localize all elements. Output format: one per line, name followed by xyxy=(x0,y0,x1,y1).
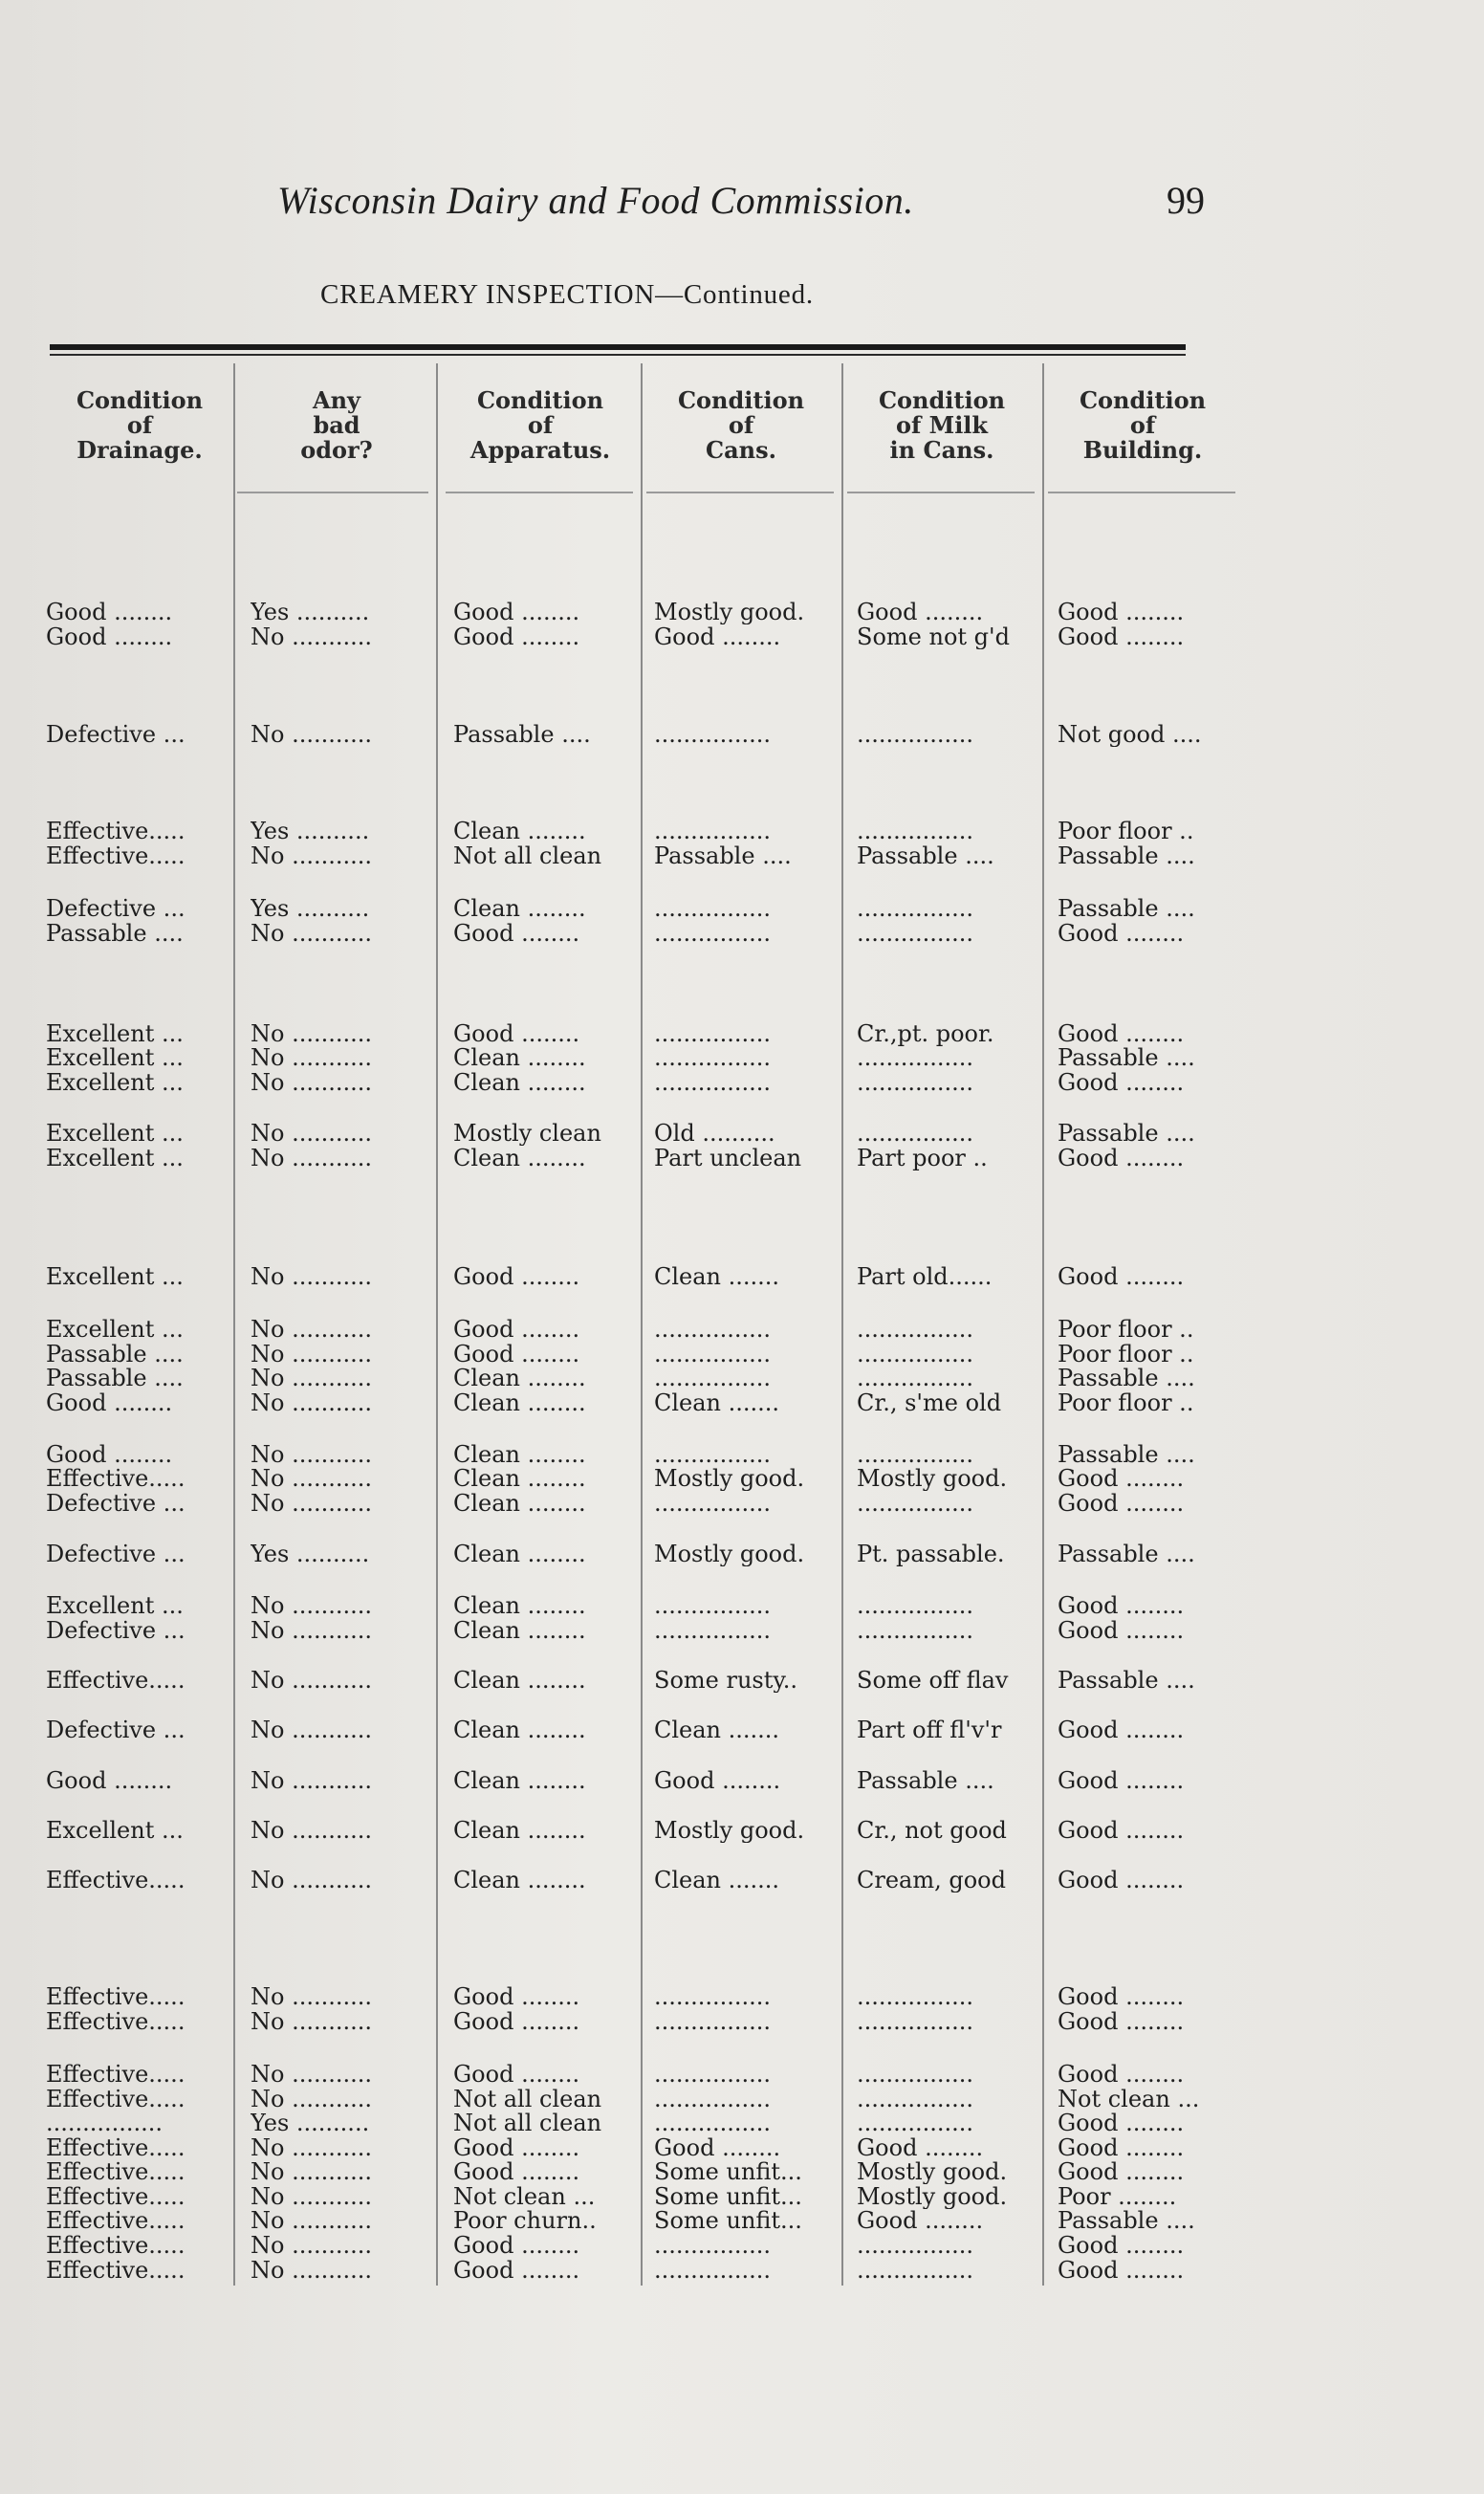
cell-building: Good ........ xyxy=(1058,1491,1185,1516)
cell-drainage: Effective..... xyxy=(46,2159,186,2184)
table-row xyxy=(0,921,1484,946)
cell-odor: No ........... xyxy=(251,1717,372,1742)
cell-drainage: Effective..... xyxy=(46,2062,186,2087)
table-row xyxy=(0,1070,1484,1095)
cell-apparatus: Good ........ xyxy=(453,2233,580,2258)
column-header-milk-in-cans: Condition of Milk in Cans. xyxy=(878,386,1006,464)
cell-drainage: Excellent ... xyxy=(46,1121,184,1146)
cell-building: Not clean ... xyxy=(1058,2087,1200,2111)
cell-drainage: Good ........ xyxy=(46,624,173,649)
table-row xyxy=(0,1317,1484,1342)
cell-milk: Pt. passable. xyxy=(857,1542,1005,1566)
table-row xyxy=(0,2009,1484,2034)
cell-apparatus: Clean ........ xyxy=(453,1542,586,1566)
table-row xyxy=(0,1717,1484,1742)
cell-apparatus: Clean ........ xyxy=(453,1717,586,1742)
cell-apparatus: Clean ........ xyxy=(453,1618,586,1643)
cell-apparatus: Good ........ xyxy=(453,600,580,624)
cell-apparatus: Clean ........ xyxy=(453,896,586,921)
cell-milk: Cream, good xyxy=(857,1868,1006,1892)
cell-building: Poor ........ xyxy=(1058,2184,1177,2209)
cell-milk: Good ........ xyxy=(857,2208,984,2233)
cell-drainage: Effective..... xyxy=(46,2233,186,2258)
header-underline xyxy=(646,492,834,493)
cell-apparatus: Clean ........ xyxy=(453,1390,586,1415)
cell-cans: ................ xyxy=(654,1366,772,1390)
header-underline xyxy=(1048,492,1235,493)
cell-cans: ................ xyxy=(654,1317,772,1342)
cell-milk: ................ xyxy=(857,921,974,946)
cell-apparatus: Clean ........ xyxy=(453,1768,586,1793)
cell-building: Good ........ xyxy=(1058,2135,1185,2160)
table-row xyxy=(0,1021,1484,1046)
cell-building: Passable .... xyxy=(1058,1121,1195,1146)
cell-odor: No ........... xyxy=(251,2159,372,2184)
cell-drainage: Effective..... xyxy=(46,2009,186,2034)
cell-milk: ................ xyxy=(857,722,974,747)
cell-milk: Part old...... xyxy=(857,1264,993,1289)
cell-milk: ................ xyxy=(857,1045,974,1070)
cell-building: Good ........ xyxy=(1058,2009,1185,2034)
cell-drainage: Excellent ... xyxy=(46,1264,184,1289)
cell-apparatus: Passable .... xyxy=(453,722,591,747)
cell-cans: Clean ....... xyxy=(654,1868,780,1892)
cell-milk: ................ xyxy=(857,1618,974,1643)
cell-building: Good ........ xyxy=(1058,921,1185,946)
cell-milk: Cr.,pt. poor. xyxy=(857,1021,994,1046)
cell-building: Poor floor .. xyxy=(1058,1317,1194,1342)
cell-building: Poor floor .. xyxy=(1058,819,1194,843)
cell-building: Passable .... xyxy=(1058,1366,1195,1390)
cell-milk: ................ xyxy=(857,1442,974,1467)
column-header-building: Condition of Building. xyxy=(1079,386,1207,464)
cell-apparatus: Clean ........ xyxy=(453,1668,586,1693)
cell-odor: No ........... xyxy=(251,1818,372,1843)
cell-cans: Mostly good. xyxy=(654,1466,805,1491)
cell-drainage: Passable .... xyxy=(46,921,184,946)
cell-odor: No ........... xyxy=(251,2087,372,2111)
cell-cans: Mostly good. xyxy=(654,1818,805,1843)
cell-odor: No ........... xyxy=(251,1146,372,1170)
table-row xyxy=(0,600,1484,624)
cell-odor: No ........... xyxy=(251,2208,372,2233)
cell-drainage: Effective..... xyxy=(46,2087,186,2111)
cell-milk: ................ xyxy=(857,819,974,843)
cell-cans: ................ xyxy=(654,1045,772,1070)
cell-building: Good ........ xyxy=(1058,1618,1185,1643)
column-header-cans: Condition of Cans. xyxy=(677,386,805,464)
cell-cans: ................ xyxy=(654,2111,772,2135)
table-row xyxy=(0,1466,1484,1491)
table-row xyxy=(0,1668,1484,1693)
cell-odor: No ........... xyxy=(251,2233,372,2258)
cell-cans: Good ........ xyxy=(654,2135,781,2160)
table-row xyxy=(0,819,1484,843)
cell-odor: No ........... xyxy=(251,1366,372,1390)
cell-building: Good ........ xyxy=(1058,1264,1185,1289)
table-row xyxy=(0,2159,1484,2184)
cell-apparatus: Clean ........ xyxy=(453,1146,586,1170)
page-header xyxy=(277,178,1214,226)
header-rule-thin xyxy=(50,354,1186,356)
cell-apparatus: Clean ........ xyxy=(453,1818,586,1843)
cell-apparatus: Good ........ xyxy=(453,2009,580,2034)
cell-building: Passable .... xyxy=(1058,1045,1195,1070)
cell-building: Passable .... xyxy=(1058,1442,1195,1467)
cell-milk: ................ xyxy=(857,2062,974,2087)
cell-milk: Some not g'd xyxy=(857,624,1010,649)
cell-apparatus: Clean ........ xyxy=(453,1466,586,1491)
cell-odor: Yes .......... xyxy=(251,819,370,843)
cell-milk: Mostly good. xyxy=(857,2159,1008,2184)
cell-odor: No ........... xyxy=(251,2009,372,2034)
cell-drainage: Good ........ xyxy=(46,1390,173,1415)
cell-cans: ................ xyxy=(654,2087,772,2111)
cell-milk: Good ........ xyxy=(857,2135,984,2160)
cell-odor: No ........... xyxy=(251,624,372,649)
cell-odor: No ........... xyxy=(251,1868,372,1892)
cell-drainage: Excellent ... xyxy=(46,1045,184,1070)
cell-cans: Some unfit... xyxy=(654,2208,802,2233)
cell-milk: ................ xyxy=(857,1342,974,1367)
cell-drainage: Defective ... xyxy=(46,1618,186,1643)
cell-odor: No ........... xyxy=(251,1342,372,1367)
column-header-apparatus: Condition of Apparatus. xyxy=(469,386,611,464)
cell-odor: No ........... xyxy=(251,1390,372,1415)
cell-drainage: Effective..... xyxy=(46,2184,186,2209)
cell-odor: No ........... xyxy=(251,2135,372,2160)
cell-cans: Some unfit... xyxy=(654,2159,802,2184)
cell-drainage: Defective ... xyxy=(46,896,186,921)
cell-cans: Good ........ xyxy=(654,624,781,649)
cell-odor: No ........... xyxy=(251,1264,372,1289)
cell-building: Poor floor .. xyxy=(1058,1342,1194,1367)
cell-odor: Yes .......... xyxy=(251,2111,370,2135)
table-row xyxy=(0,1146,1484,1170)
cell-drainage: Effective..... xyxy=(46,2208,186,2233)
cell-apparatus: Mostly clean xyxy=(453,1121,601,1146)
cell-building: Good ........ xyxy=(1058,1768,1185,1793)
header-rule-thick xyxy=(50,344,1186,350)
cell-odor: No ........... xyxy=(251,1491,372,1516)
cell-drainage: Effective..... xyxy=(46,843,186,868)
cell-drainage: Good ........ xyxy=(46,1768,173,1793)
table-row xyxy=(0,1984,1484,2009)
cell-milk: ................ xyxy=(857,1491,974,1516)
table-row xyxy=(0,1366,1484,1390)
cell-building: Good ........ xyxy=(1058,1466,1185,1491)
cell-milk: ................ xyxy=(857,1070,974,1095)
cell-milk: ................ xyxy=(857,2258,974,2283)
cell-apparatus: Clean ........ xyxy=(453,1045,586,1070)
cell-cans: ................ xyxy=(654,2233,772,2258)
page-number: 99 xyxy=(1167,179,1205,222)
cell-milk: ................ xyxy=(857,1317,974,1342)
cell-building: Good ........ xyxy=(1058,624,1185,649)
cell-drainage: Defective ... xyxy=(46,1717,186,1742)
cell-drainage: ................ xyxy=(46,2111,164,2135)
cell-milk: ................ xyxy=(857,1593,974,1618)
cell-cans: Some unfit... xyxy=(654,2184,802,2209)
table-row xyxy=(0,2135,1484,2160)
cell-apparatus: Good ........ xyxy=(453,1264,580,1289)
cell-apparatus: Good ........ xyxy=(453,1317,580,1342)
cell-apparatus: Clean ........ xyxy=(453,1491,586,1516)
cell-odor: No ........... xyxy=(251,2062,372,2087)
cell-drainage: Effective..... xyxy=(46,819,186,843)
cell-apparatus: Good ........ xyxy=(453,624,580,649)
cell-odor: No ........... xyxy=(251,1045,372,1070)
cell-drainage: Passable .... xyxy=(46,1366,184,1390)
table-row xyxy=(0,2111,1484,2135)
table-row xyxy=(0,1264,1484,1289)
cell-milk: ................ xyxy=(857,2111,974,2135)
cell-cans: Clean ....... xyxy=(654,1717,780,1742)
cell-building: Poor floor .. xyxy=(1058,1390,1194,1415)
cell-cans: ................ xyxy=(654,2062,772,2087)
cell-cans: ................ xyxy=(654,1491,772,1516)
cell-building: Passable .... xyxy=(1058,843,1195,868)
table-row xyxy=(0,2062,1484,2087)
cell-milk: ................ xyxy=(857,1984,974,2009)
cell-cans: ................ xyxy=(654,1618,772,1643)
table-row xyxy=(0,1768,1484,1793)
cell-building: Good ........ xyxy=(1058,2111,1185,2135)
cell-apparatus: Clean ........ xyxy=(453,1070,586,1095)
cell-milk: Cr., not good xyxy=(857,1818,1007,1843)
cell-cans: ................ xyxy=(654,1070,772,1095)
cell-cans: Some rusty.. xyxy=(654,1668,797,1693)
table-row xyxy=(0,1868,1484,1892)
cell-building: Good ........ xyxy=(1058,1868,1185,1892)
table-row xyxy=(0,2233,1484,2258)
cell-drainage: Excellent ... xyxy=(46,1146,184,1170)
cell-apparatus: Clean ........ xyxy=(453,1442,586,1467)
table-row xyxy=(0,1491,1484,1516)
cell-drainage: Excellent ... xyxy=(46,1593,184,1618)
cell-drainage: Effective..... xyxy=(46,2258,186,2283)
cell-odor: Yes .......... xyxy=(251,600,370,624)
cell-apparatus: Good ........ xyxy=(453,1342,580,1367)
header-underline xyxy=(446,492,633,493)
cell-building: Passable .... xyxy=(1058,1542,1195,1566)
cell-odor: No ........... xyxy=(251,1070,372,1095)
running-title: Wisconsin Dairy and Food Commission. xyxy=(277,179,914,222)
cell-odor: No ........... xyxy=(251,1668,372,1693)
cell-drainage: Defective ... xyxy=(46,722,186,747)
cell-odor: No ........... xyxy=(251,722,372,747)
cell-odor: No ........... xyxy=(251,843,372,868)
cell-apparatus: Not clean ... xyxy=(453,2184,596,2209)
table-row xyxy=(0,1121,1484,1146)
cell-drainage: Good ........ xyxy=(46,600,173,624)
table-row xyxy=(0,2208,1484,2233)
cell-odor: Yes .......... xyxy=(251,1542,370,1566)
table-row xyxy=(0,1542,1484,1566)
cell-apparatus: Good ........ xyxy=(453,1021,580,1046)
cell-milk: Mostly good. xyxy=(857,1466,1008,1491)
cell-milk: Good ........ xyxy=(857,600,984,624)
table-row xyxy=(0,2184,1484,2209)
cell-milk: Passable .... xyxy=(857,1768,994,1793)
column-header-odor: Any bad odor? xyxy=(300,386,373,464)
cell-building: Good ........ xyxy=(1058,2159,1185,2184)
cell-drainage: Excellent ... xyxy=(46,1070,184,1095)
cell-milk: Part poor .. xyxy=(857,1146,988,1170)
cell-building: Good ........ xyxy=(1058,1021,1185,1046)
cell-apparatus: Good ........ xyxy=(453,1984,580,2009)
cell-apparatus: Good ........ xyxy=(453,921,580,946)
cell-cans: ................ xyxy=(654,722,772,747)
cell-building: Good ........ xyxy=(1058,2233,1185,2258)
cell-building: Good ........ xyxy=(1058,1717,1185,1742)
cell-cans: ................ xyxy=(654,2258,772,2283)
cell-cans: Mostly good. xyxy=(654,600,805,624)
table-row xyxy=(0,1045,1484,1070)
cell-building: Not good .... xyxy=(1058,722,1202,747)
cell-apparatus: Not all clean xyxy=(453,2111,602,2135)
cell-cans: Mostly good. xyxy=(654,1542,805,1566)
cell-building: Good ........ xyxy=(1058,1984,1185,2009)
cell-building: Good ........ xyxy=(1058,1070,1185,1095)
cell-drainage: Effective..... xyxy=(46,1984,186,2009)
cell-building: Good ........ xyxy=(1058,1593,1185,1618)
cell-cans: ................ xyxy=(654,1593,772,1618)
cell-milk: ................ xyxy=(857,2009,974,2034)
cell-apparatus: Good ........ xyxy=(453,2062,580,2087)
cell-odor: No ........... xyxy=(251,921,372,946)
cell-milk: Some off flav xyxy=(857,1668,1009,1693)
cell-milk: ................ xyxy=(857,1121,974,1146)
cell-odor: No ........... xyxy=(251,1121,372,1146)
cell-odor: No ........... xyxy=(251,1442,372,1467)
cell-cans: ................ xyxy=(654,921,772,946)
cell-odor: No ........... xyxy=(251,2258,372,2283)
cell-building: Good ........ xyxy=(1058,1818,1185,1843)
table-row xyxy=(0,624,1484,649)
cell-odor: Yes .......... xyxy=(251,896,370,921)
cell-milk: ................ xyxy=(857,1366,974,1390)
cell-building: Good ........ xyxy=(1058,2258,1185,2283)
cell-odor: No ........... xyxy=(251,1593,372,1618)
cell-drainage: Effective..... xyxy=(46,2135,186,2160)
cell-apparatus: Good ........ xyxy=(453,2258,580,2283)
table-row xyxy=(0,2087,1484,2111)
table-row xyxy=(0,896,1484,921)
column-header-drainage: Condition of Drainage. xyxy=(76,386,204,464)
cell-milk: Mostly good. xyxy=(857,2184,1008,2209)
cell-building: Good ........ xyxy=(1058,2062,1185,2087)
table-row xyxy=(0,1818,1484,1843)
cell-cans: Old .......... xyxy=(654,1121,775,1146)
cell-odor: No ........... xyxy=(251,1984,372,2009)
cell-milk: ................ xyxy=(857,2233,974,2258)
cell-cans: Part unclean xyxy=(654,1146,802,1170)
cell-drainage: Good ........ xyxy=(46,1442,173,1467)
cell-cans: ................ xyxy=(654,1021,772,1046)
cell-apparatus: Clean ........ xyxy=(453,1366,586,1390)
cell-drainage: Defective ... xyxy=(46,1542,186,1566)
cell-drainage: Excellent ... xyxy=(46,1317,184,1342)
section-title: CREAMERY INSPECTION—Continued. xyxy=(320,279,814,310)
cell-apparatus: Not all clean xyxy=(453,2087,602,2111)
cell-odor: No ........... xyxy=(251,1466,372,1491)
cell-cans: ................ xyxy=(654,1984,772,2009)
cell-cans: ................ xyxy=(654,1342,772,1367)
table-row xyxy=(0,1390,1484,1415)
cell-milk: ................ xyxy=(857,2087,974,2111)
cell-cans: Good ........ xyxy=(654,1768,781,1793)
cell-building: Good ........ xyxy=(1058,1146,1185,1170)
cell-cans: ................ xyxy=(654,819,772,843)
cell-cans: ................ xyxy=(654,1442,772,1467)
table-row xyxy=(0,843,1484,868)
cell-odor: No ........... xyxy=(251,1021,372,1046)
cell-milk: Cr., s'me old xyxy=(857,1390,1002,1415)
header-underline xyxy=(847,492,1035,493)
cell-odor: No ........... xyxy=(251,1618,372,1643)
cell-drainage: Effective..... xyxy=(46,1668,186,1693)
cell-apparatus: Clean ........ xyxy=(453,1868,586,1892)
cell-apparatus: Poor churn.. xyxy=(453,2208,597,2233)
header-underline xyxy=(237,492,428,493)
cell-odor: No ........... xyxy=(251,2184,372,2209)
cell-apparatus: Not all clean xyxy=(453,843,602,868)
cell-drainage: Effective..... xyxy=(46,1466,186,1491)
cell-milk: Passable .... xyxy=(857,843,994,868)
cell-building: Passable .... xyxy=(1058,896,1195,921)
cell-drainage: Excellent ... xyxy=(46,1818,184,1843)
cell-milk: Part off fl'v'r xyxy=(857,1717,1002,1742)
table-row xyxy=(0,2258,1484,2283)
cell-apparatus: Clean ........ xyxy=(453,819,586,843)
cell-drainage: Passable .... xyxy=(46,1342,184,1367)
cell-drainage: Effective..... xyxy=(46,1868,186,1892)
cell-odor: No ........... xyxy=(251,1768,372,1793)
cell-cans: Clean ....... xyxy=(654,1390,780,1415)
cell-apparatus: Clean ........ xyxy=(453,1593,586,1618)
cell-cans: Passable .... xyxy=(654,843,792,868)
cell-cans: Clean ....... xyxy=(654,1264,780,1289)
cell-apparatus: Good ........ xyxy=(453,2159,580,2184)
table-row xyxy=(0,1442,1484,1467)
table-row xyxy=(0,1593,1484,1618)
cell-building: Passable .... xyxy=(1058,1668,1195,1693)
table-row xyxy=(0,722,1484,747)
cell-cans: ................ xyxy=(654,896,772,921)
table-row xyxy=(0,1342,1484,1367)
cell-milk: ................ xyxy=(857,896,974,921)
table-row xyxy=(0,1618,1484,1643)
cell-cans: ................ xyxy=(654,2009,772,2034)
cell-odor: No ........... xyxy=(251,1317,372,1342)
cell-drainage: Excellent ... xyxy=(46,1021,184,1046)
cell-drainage: Defective ... xyxy=(46,1491,186,1516)
cell-building: Passable .... xyxy=(1058,2208,1195,2233)
cell-apparatus: Good ........ xyxy=(453,2135,580,2160)
cell-building: Good ........ xyxy=(1058,600,1185,624)
